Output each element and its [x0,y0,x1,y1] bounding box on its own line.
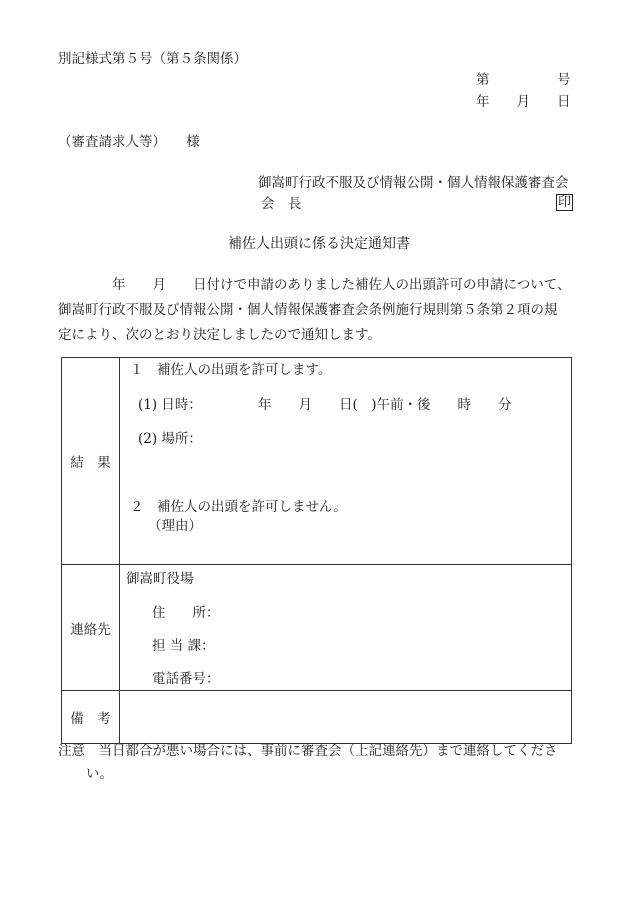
office-name: 御嵩町役場 [126,571,194,587]
document-number: 第 号 [476,72,571,88]
body-line-1: 年 月 日付けで申請のありました補佐人の出頭許可の申請について、 [58,277,571,293]
contact-row [62,565,572,691]
body-line-2: 御嵩町行政不服及び情報公開・個人情報保護審査会条例施行規則第５条第２項の規 [58,302,558,318]
department-label: 担 当 課： [152,638,215,654]
deny-text: ２ 補佐人の出頭を許可しません。 [130,499,347,515]
contact-label: 連絡先 [62,565,120,691]
remarks-label: 備 考 [62,691,120,744]
seal-mark [556,194,573,211]
result-cell [120,358,572,565]
recipient: （審査請求人等） 様 [58,134,200,150]
address-label: 住 所： [152,605,220,621]
result-label: 結 果 [62,358,120,565]
body-text [58,273,578,348]
datetime-label: (1) 日時： [138,397,202,413]
issuer-title: 会 長 [261,196,302,212]
remarks-row [62,691,572,744]
result-row [62,358,572,565]
body-line-3: 定により、次のとおり決定しましたので通知します。 [58,327,381,343]
date-line: 年 月 日 [476,94,571,110]
remarks-cell [120,691,572,744]
phone-label: 電話番号： [152,671,220,687]
issuer-organization: 御嵩町行政不服及び情報公開・個人情報保護審査会 [258,175,569,191]
reason-label: （理由） [148,518,202,534]
permit-text: １ 補佐人の出頭を許可します。 [130,362,332,378]
seal-label: 印 [558,195,572,210]
form-number: 別記様式第５号（第５条関係） [58,51,247,67]
datetime-value: 年 月 日( )午前・後 時 分 [258,397,512,413]
place-label: (2) 場所： [138,431,202,447]
note-line-1: 注意 当日都合が悪い場合には、事前に審査会（上記連絡先）まで連絡してくださ [58,743,558,759]
document-title: 補佐人出頭に係る決定通知書 [228,236,410,252]
contact-cell [120,565,572,691]
note-line-2: い。 [86,766,113,782]
decision-table [61,357,572,744]
